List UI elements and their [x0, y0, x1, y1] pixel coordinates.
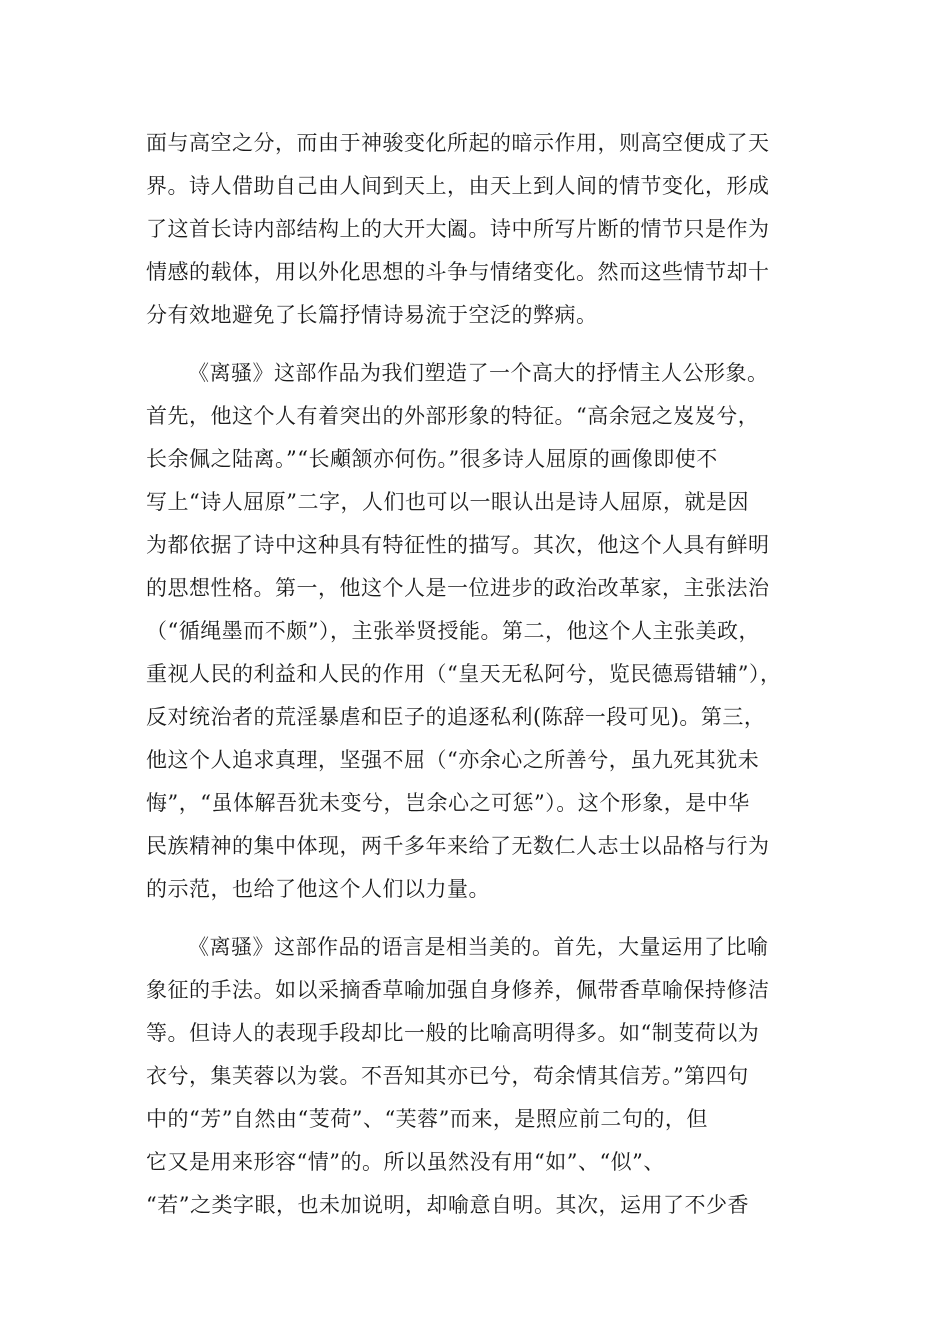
paragraph-2-line-8: 重视人民的利益和人民的作用（“皇天无私阿兮，览民德焉错辅”）， — [146, 662, 782, 686]
paragraph-1-line-2: 界。诗人借助自己由人间到天上，由天上到人间的情节变化，形成 — [146, 174, 770, 198]
paragraph-2-line-5: 为都依据了诗中这种具有特征性的描写。其次，他这个人具有鲜明 — [146, 533, 770, 557]
paragraph-2-line-9: 反对统治者的荒淫暴虐和臣子的追逐私利(陈辞一段可见)。第三， — [146, 705, 766, 729]
paragraph-3-line-6: 它又是用来形容“情”的。所以虽然没有用“如”、“似”、 — [146, 1150, 665, 1174]
paragraph-2-line-3: 长余佩之陆离。”“长顑颔亦何伤。”很多诗人屈原的画像即使不 — [146, 447, 718, 471]
paragraph-2-line-12: 民族精神的集中体现，两千多年来给了无数仁人志士以品格与行为 — [146, 834, 770, 858]
paragraph-2-line-11: 悔”，“虽体解吾犹未变兮，岂余心之可惩”）。这个形象，是中华 — [146, 791, 750, 815]
paragraph-2-line-6: 的思想性格。第一，他这个人是一位进步的政治改革家，主张法治 — [146, 576, 770, 600]
paragraph-3-line-1: 《离骚》这部作品的语言是相当美的。首先，大量运用了比喻 — [188, 935, 769, 959]
paragraph-3-line-7: “若”之类字眼，也未加说明，却喻意自明。其次，运用了不少香 — [146, 1193, 749, 1217]
paragraph-2-line-4: 写上“诗人屈原”二字，人们也可以一眼认出是诗人屈原，就是因 — [146, 490, 749, 514]
paragraph-1-line-3: 了这首长诗内部结构上的大开大阖。诗中所写片断的情节只是作为 — [146, 217, 770, 241]
paragraph-2-line-13: 的示范，也给了他这个人们以力量。 — [146, 877, 490, 901]
paragraph-2-line-1: 《离骚》这部作品为我们塑造了一个高大的抒情主人公形象。 — [188, 361, 769, 385]
paragraph-2-line-10: 他这个人追求真理，坚强不屈（“亦余心之所善兮，虽九死其犹未 — [146, 748, 760, 772]
paragraph-1-line-5: 分有效地避免了长篇抒情诗易流于空泛的弊病。 — [146, 303, 598, 327]
paragraph-2-line-2: 首先，他这个人有着突出的外部形象的特征。“高余冠之岌岌兮， — [146, 404, 760, 428]
paragraph-1-line-4: 情感的载体，用以外化思想的斗争与情绪变化。然而这些情节却十 — [146, 260, 770, 284]
paragraph-3-line-2: 象征的手法。如以采摘香草喻加强自身修养，佩带香草喻保持修洁 — [146, 978, 770, 1002]
paragraph-3-line-5: 中的“芳”自然由“芰荷”、“芙蓉”而来，是照应前二句的，但 — [146, 1107, 708, 1131]
paragraph-3-line-4: 衣兮，集芙蓉以为裳。不吾知其亦已兮，苟余情其信芳。”第四句 — [146, 1064, 749, 1088]
paragraph-3-line-3: 等。但诗人的表现手段却比一般的比喻高明得多。如“制芰荷以为 — [146, 1021, 760, 1045]
paragraph-2-line-7: （“循绳墨而不颇”），主张举贤授能。第二，他这个人主张美政， — [146, 619, 760, 643]
paragraph-1-line-1: 面与高空之分，而由于神骏变化所起的暗示作用，则高空便成了天 — [146, 131, 770, 155]
